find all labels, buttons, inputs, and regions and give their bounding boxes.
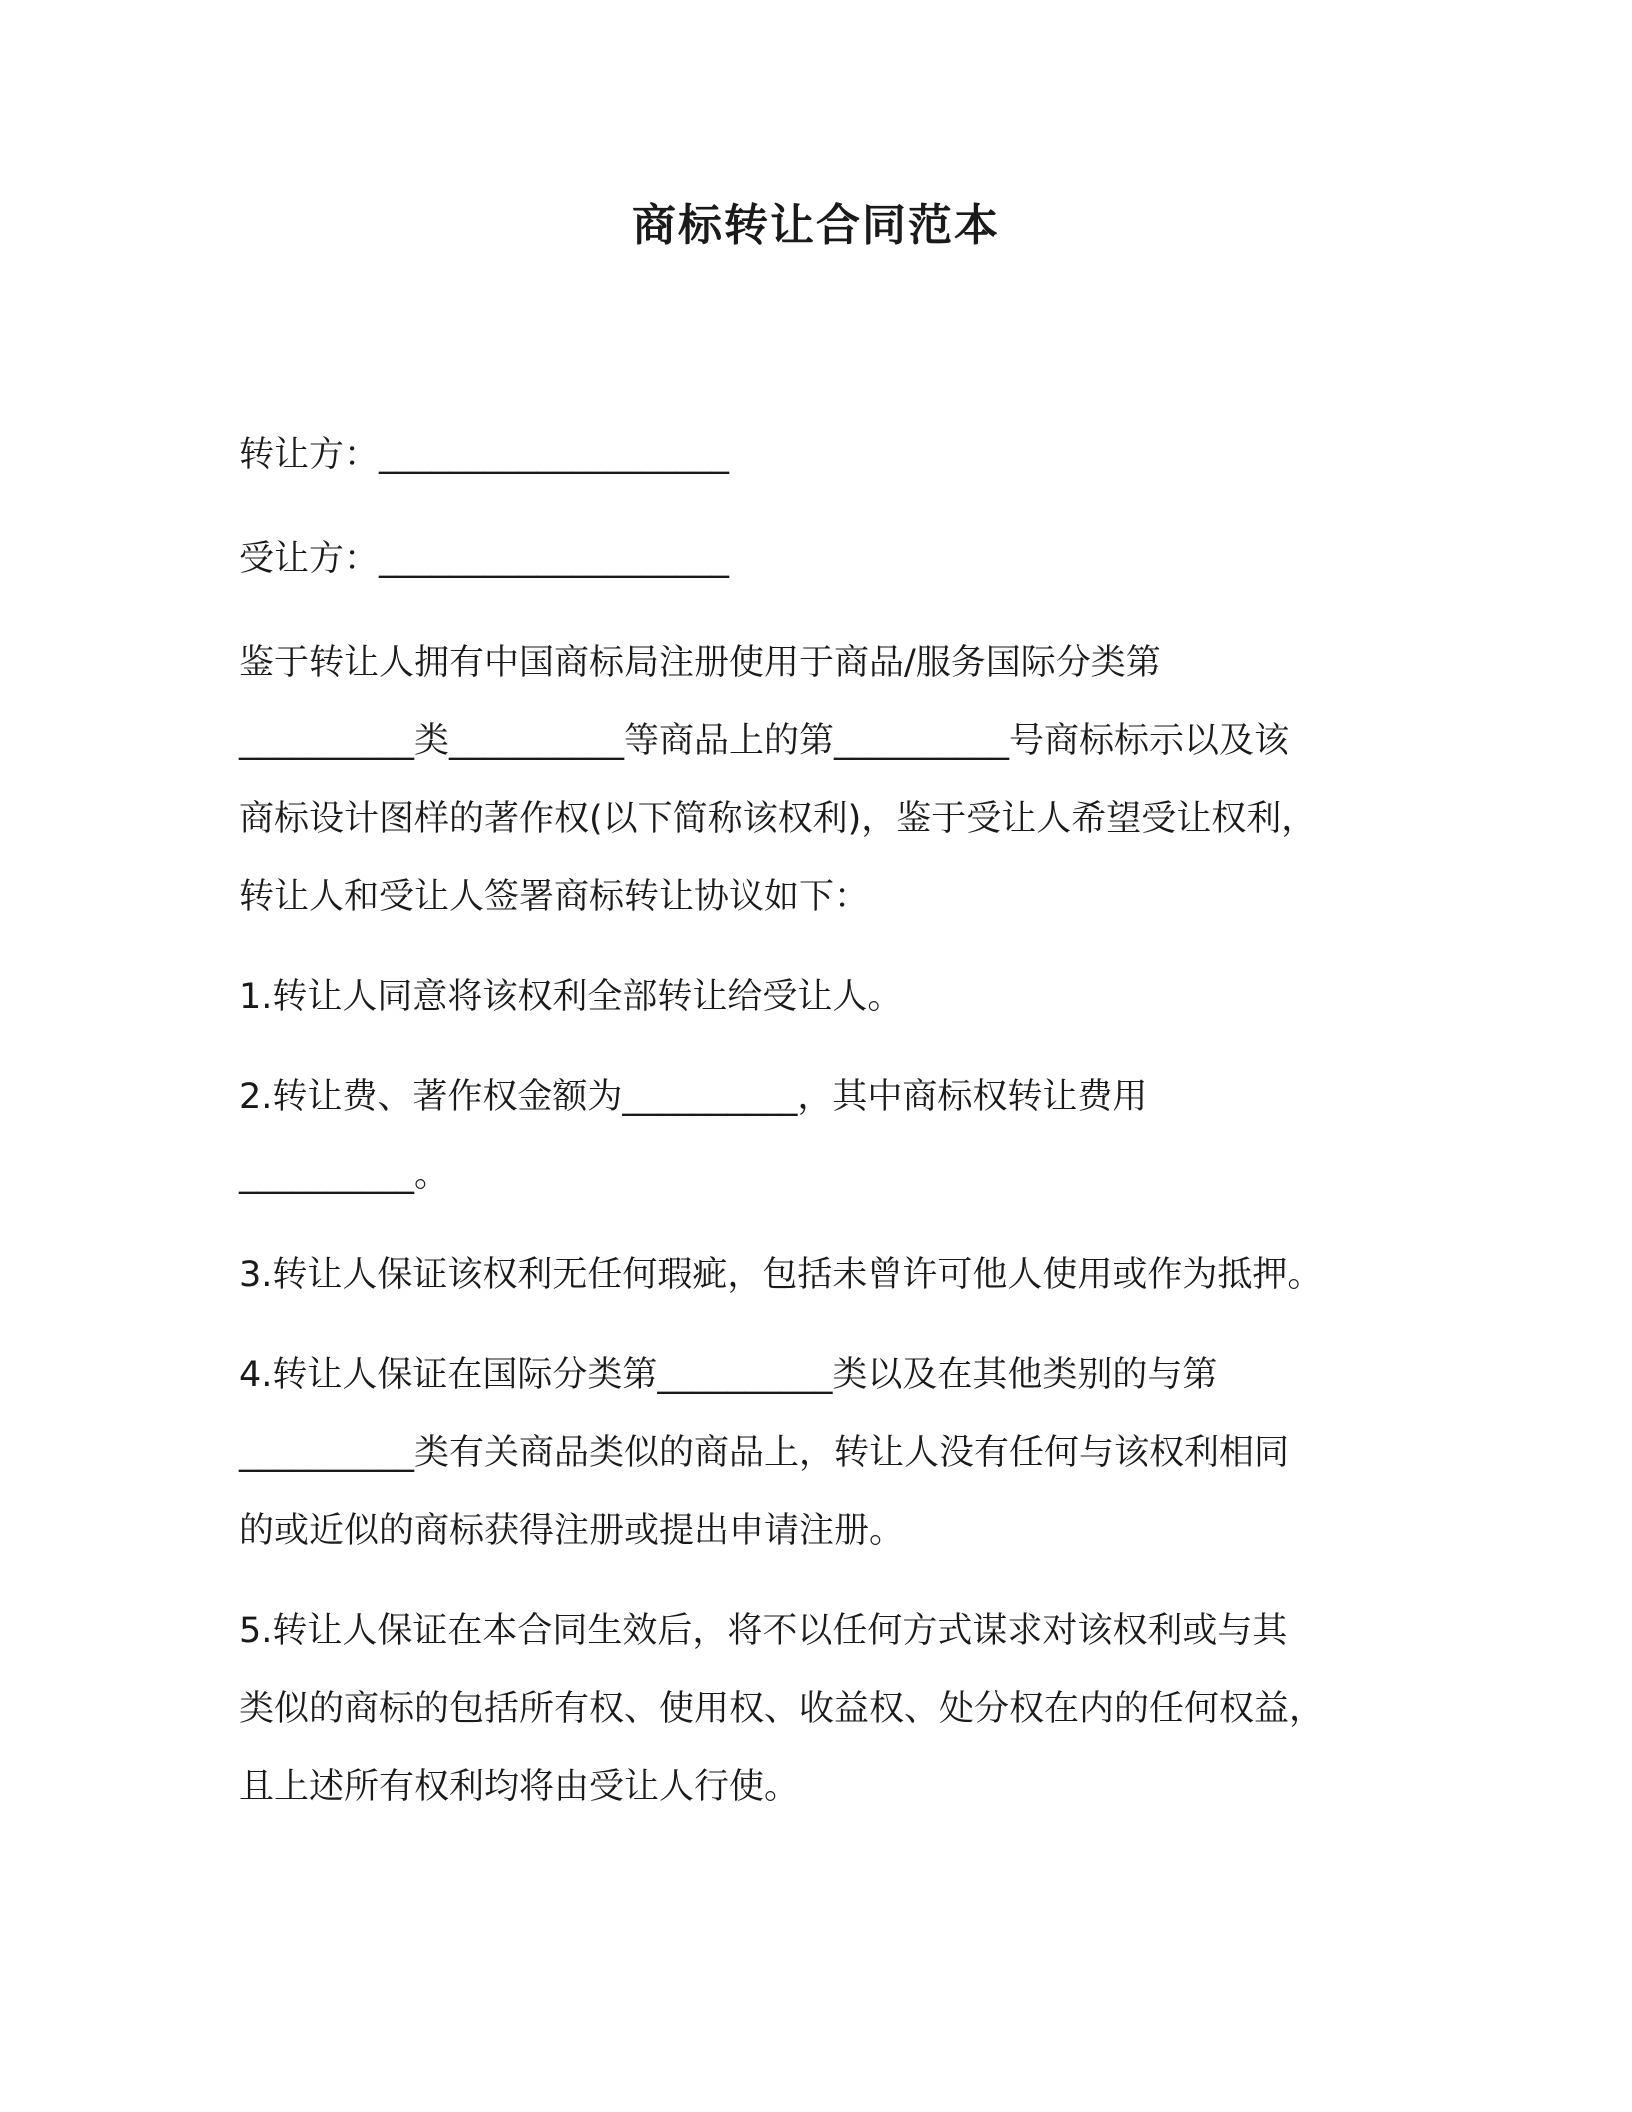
clause-4-line-3: 的或近似的商标获得注册或提出申请注册。	[239, 1511, 905, 1551]
clause-5-line-2: 类似的商标的包括所有权、使用权、收益权、处分权在内的任何权益，	[239, 1689, 1325, 1729]
document-body	[239, 416, 1389, 1826]
clause-1: 1.转让人同意将该权利全部转让给受让人。	[239, 977, 903, 1017]
clause-5-line-1: 5.转让人保证在本合同生效后，将不以任何方式谋求对该权利或与其	[239, 1611, 1288, 1651]
clause-4	[239, 1336, 1389, 1570]
preamble-line-3: 商标设计图样的著作权(以下简称该权利)，鉴于受让人希望受让权利，	[239, 799, 1317, 839]
clause-5-line-3: 且上述所有权利均将由受让人行使。	[239, 1767, 800, 1807]
clause-5	[239, 1592, 1389, 1826]
transferee-line: 受让方：____________________	[239, 539, 730, 579]
clause-3: 3.转让人保证该权利无任何瑕疵，包括未曾许可他人使用或作为抵押。	[239, 1255, 1323, 1295]
preamble-line-1: 鉴于转让人拥有中国商标局注册使用于商品/服务国际分类第	[239, 643, 1161, 683]
clause-4-line-2: __________类有关商品类似的商品上，转让人没有任何与该权利相同	[239, 1433, 1290, 1473]
preamble-paragraph	[239, 624, 1389, 936]
document-title: 商标转让合同范本	[632, 200, 1000, 251]
clause-2-line-2: __________。	[239, 1155, 450, 1195]
clause-4-line-1: 4.转让人保证在国际分类第__________类以及在其他类别的与第	[239, 1355, 1218, 1395]
transferor-line: 转让方：____________________	[239, 435, 730, 475]
clause-2	[239, 1058, 1389, 1214]
clause-2-line-1: 2.转让费、著作权金额为__________，其中商标权转让费用	[239, 1077, 1148, 1117]
preamble-line-2: __________类__________等商品上的第__________号商标标示以及该	[239, 721, 1290, 761]
preamble-line-4: 转让人和受让人签署商标转让协议如下：	[239, 877, 870, 917]
